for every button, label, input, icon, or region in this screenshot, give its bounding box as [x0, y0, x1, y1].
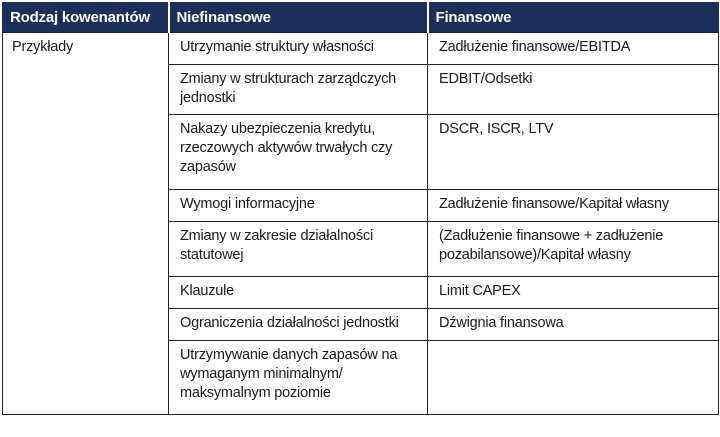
nonfinancial-cell: Zmiany w zakresie działalności statutowej — [169, 222, 428, 277]
nonfinancial-cell: Klauzule — [169, 277, 428, 309]
header-covenant-type: Rodzaj kowenantów — [3, 2, 169, 33]
table-row — [3, 33, 719, 65]
financial-cell: Zadłużenie finansowe/Kapitał własny — [428, 190, 719, 222]
covenants-table — [2, 2, 719, 415]
financial-cell: (Zadłużenie finansowe + zadłużenie pozabilansowe)/Kapitał własny — [428, 222, 719, 277]
financial-cell: DSCR, ISCR, LTV — [428, 115, 719, 190]
header-financial: Finansowe — [428, 2, 719, 33]
financial-cell: EDBIT/Odsetki — [428, 65, 719, 115]
row-label-examples: Przykłady — [3, 33, 169, 415]
table-body — [3, 33, 719, 415]
financial-cell — [428, 341, 719, 415]
financial-cell: Limit CAPEX — [428, 277, 719, 309]
nonfinancial-cell: Utrzymanie struktury własności — [169, 33, 428, 65]
nonfinancial-cell: Wymogi informacyjne — [169, 190, 428, 222]
nonfinancial-cell: Utrzymywanie danych zapasów na wymaganym minimalnym/ maksymalnym poziomie — [169, 341, 428, 415]
nonfinancial-cell: Zmiany w strukturach zarządczych jednostki — [169, 65, 428, 115]
nonfinancial-cell: Nakazy ubezpieczenia kredytu, rzeczowych aktywów trwałych czy zapasów — [169, 115, 428, 190]
header-row — [3, 2, 719, 33]
financial-cell: Zadłużenie finansowe/EBITDA — [428, 33, 719, 65]
nonfinancial-cell: Ograniczenia działalności jednostki — [169, 309, 428, 341]
table-header — [3, 2, 719, 33]
financial-cell: Dźwignia finansowa — [428, 309, 719, 341]
header-nonfinancial: Niefinansowe — [169, 2, 428, 33]
